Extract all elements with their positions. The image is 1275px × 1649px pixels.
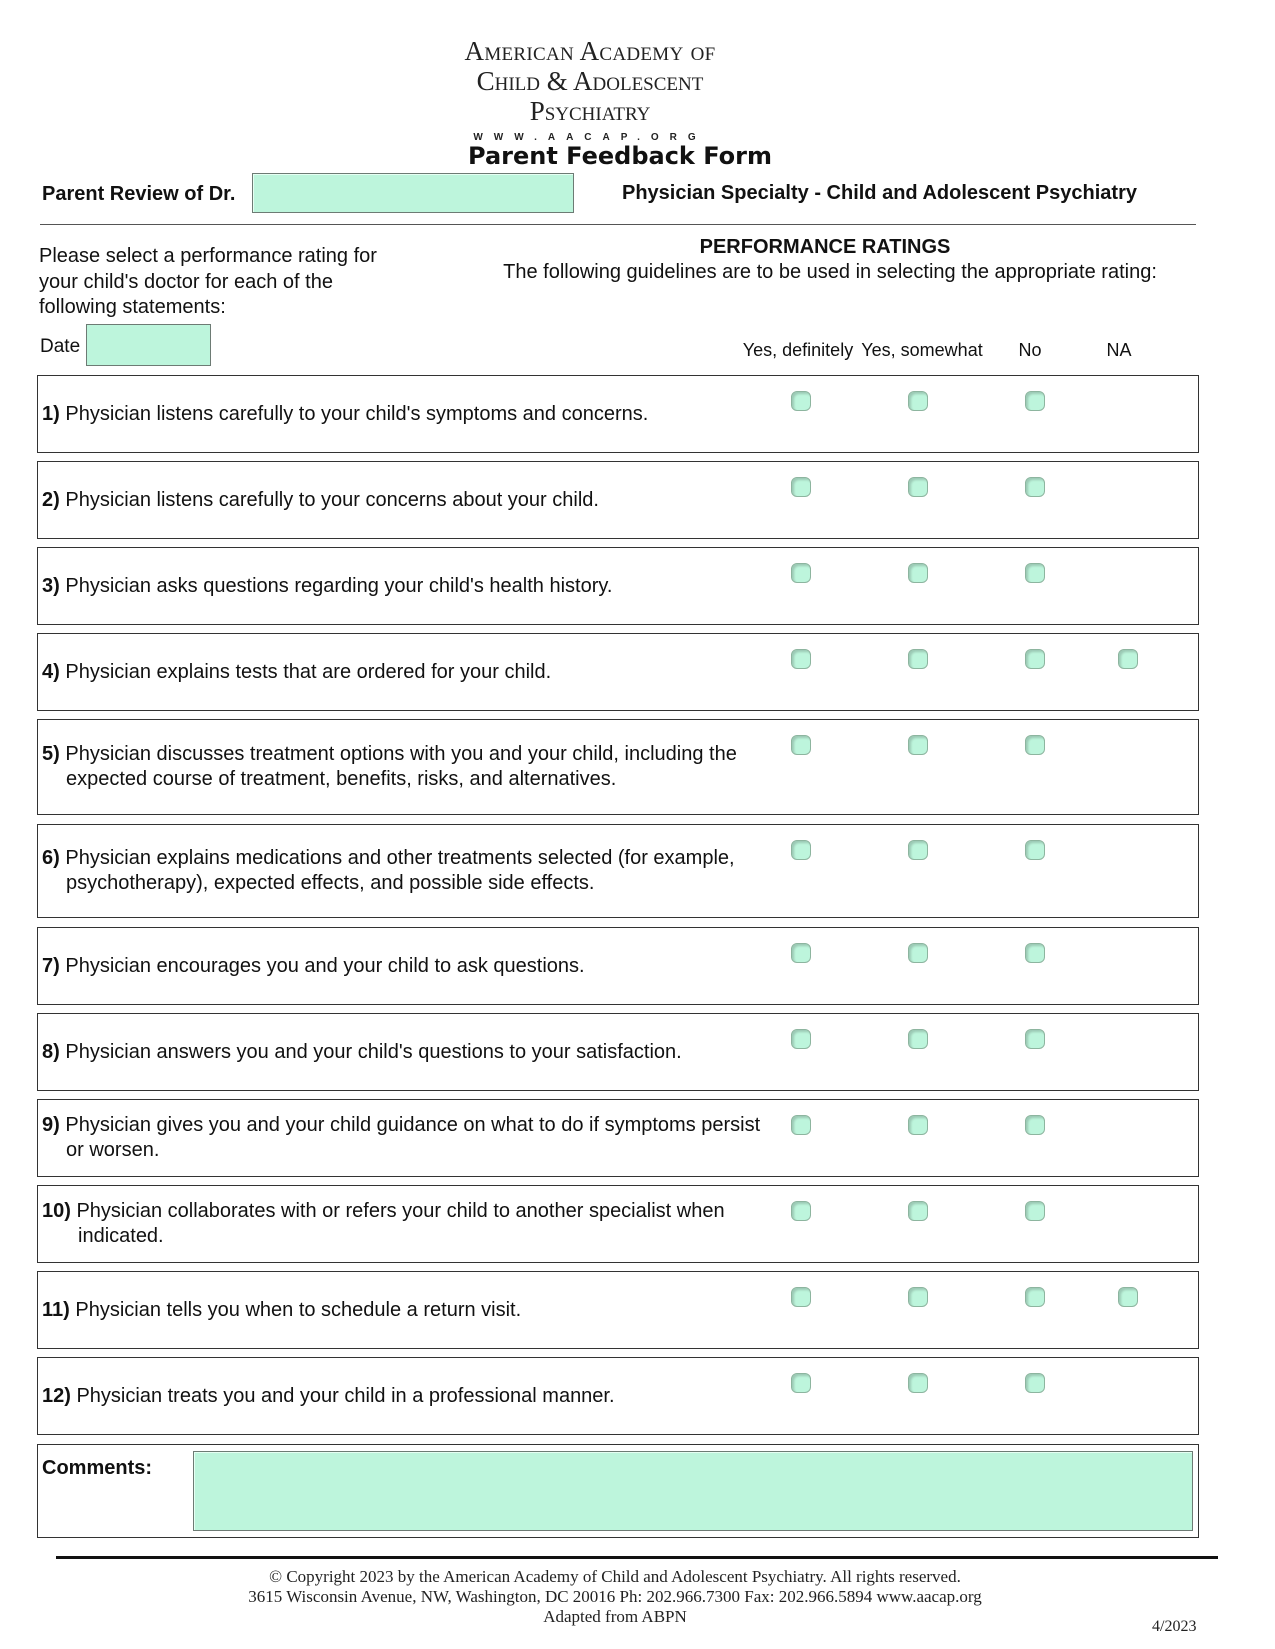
question-text	[42, 574, 812, 599]
radio-no[interactable]	[1025, 735, 1045, 755]
radio-yes-definitely[interactable]	[791, 943, 811, 963]
question-row	[37, 547, 1199, 625]
radio-yes-somewhat[interactable]	[908, 563, 928, 583]
column-header-no: No	[1018, 340, 1042, 360]
comments-label: Comments:	[42, 1457, 153, 1479]
radio-no[interactable]	[1025, 1373, 1045, 1393]
question-number: 10)	[42, 1200, 71, 1222]
question-line-1: Physician listens carefully to your concerns about your child.	[65, 489, 599, 511]
question-line-1: Physician collaborates with or refers your child to another specialist when	[76, 1200, 725, 1222]
footer-divider	[56, 1556, 1218, 1559]
question-number: 4)	[42, 661, 60, 683]
question-row	[37, 1013, 1199, 1091]
question-text	[42, 1384, 812, 1409]
question-row	[37, 633, 1199, 711]
question-row	[37, 927, 1199, 1005]
radio-na[interactable]	[1118, 1287, 1138, 1307]
question-number: 6)	[42, 847, 60, 869]
question-line-1: Physician answers you and your child's questions to your satisfaction.	[65, 1041, 682, 1063]
header-divider	[40, 224, 1196, 225]
form-title: Parent Feedback Form	[468, 142, 772, 170]
question-line-1: Physician explains medications and other treatments selected (for example,	[65, 847, 735, 869]
footer	[170, 1567, 1060, 1627]
question-number: 2)	[42, 489, 60, 511]
question-line-1: Physician discusses treatment options with you and your child, including the	[65, 743, 737, 765]
radio-yes-definitely[interactable]	[791, 1029, 811, 1049]
question-line-2: expected course of treatment, benefits, risks, and alternatives.	[66, 768, 617, 790]
question-text	[42, 1113, 812, 1163]
question-row	[37, 375, 1199, 453]
radio-no[interactable]	[1025, 649, 1045, 669]
question-text	[42, 1040, 812, 1065]
radio-no[interactable]	[1025, 1287, 1045, 1307]
question-row	[37, 1185, 1199, 1263]
question-line-1: Physician tells you when to schedule a return visit.	[75, 1299, 522, 1321]
radio-no[interactable]	[1025, 943, 1045, 963]
logo-line-3: Psychiatry	[529, 96, 651, 126]
question-text	[42, 402, 812, 427]
question-number: 9)	[42, 1114, 60, 1136]
review-label: Parent Review of Dr.	[42, 183, 236, 205]
question-text	[42, 1199, 812, 1249]
column-header-yes-definitely: Yes, definitely	[742, 340, 854, 360]
question-row	[37, 1271, 1199, 1349]
radio-no[interactable]	[1025, 1201, 1045, 1221]
question-line-1: Physician encourages you and your child to ask questions.	[65, 955, 585, 977]
question-row	[37, 824, 1199, 918]
question-line-2: psychotherapy), expected effects, and possible side effects.	[66, 872, 595, 894]
radio-no[interactable]	[1025, 840, 1045, 860]
radio-yes-definitely[interactable]	[791, 1287, 811, 1307]
question-number: 7)	[42, 955, 60, 977]
question-line-1: Physician asks questions regarding your child's health history.	[65, 575, 613, 597]
question-row	[37, 719, 1199, 815]
doctor-name-field[interactable]	[252, 173, 574, 213]
radio-yes-somewhat[interactable]	[908, 1373, 928, 1393]
question-line-1: Physician listens carefully to your child's symptoms and concerns.	[65, 403, 649, 425]
radio-no[interactable]	[1025, 563, 1045, 583]
radio-yes-somewhat[interactable]	[908, 649, 928, 669]
question-line-2: or worsen.	[66, 1139, 160, 1161]
radio-yes-definitely[interactable]	[791, 840, 811, 860]
aacap-logo	[440, 36, 740, 143]
comments-field[interactable]	[193, 1451, 1193, 1531]
radio-yes-definitely[interactable]	[791, 735, 811, 755]
question-row	[37, 461, 1199, 539]
question-row	[37, 1099, 1199, 1177]
footer-copyright: © Copyright 2023 by the American Academy of Child and Adolescent Psychiatry. All rights reserved.	[269, 1567, 961, 1586]
date-field[interactable]	[86, 324, 211, 366]
logo-url: WWW.AACAP.ORG	[473, 132, 707, 143]
question-text	[42, 660, 812, 685]
question-number: 11)	[42, 1299, 70, 1321]
radio-yes-somewhat[interactable]	[908, 1029, 928, 1049]
radio-yes-definitely[interactable]	[791, 563, 811, 583]
ratings-title: PERFORMANCE RATINGS	[699, 236, 951, 258]
radio-yes-somewhat[interactable]	[908, 840, 928, 860]
radio-yes-definitely[interactable]	[791, 477, 811, 497]
logo-line-2: Child & Adolescent	[476, 66, 704, 96]
question-number: 5)	[42, 743, 60, 765]
footer-adapted: Adapted from ABPN	[543, 1607, 687, 1626]
question-line-2: indicated.	[78, 1225, 164, 1247]
physician-specialty: Physician Specialty - Child and Adolescent Psychiatry	[622, 182, 1137, 204]
radio-yes-definitely[interactable]	[791, 391, 811, 411]
form-date: 4/2023	[1152, 1618, 1197, 1635]
comments-section	[37, 1444, 1199, 1538]
question-text	[42, 742, 812, 792]
question-text	[42, 1298, 812, 1323]
footer-address: 3615 Wisconsin Avenue, NW, Washington, DC 20016 Ph: 202.966.7300 Fax: 202.966.5894 www.aacap.org	[248, 1587, 982, 1606]
instructions-text: Please select a performance rating for your child's doctor for each of the following statements:	[39, 245, 377, 318]
question-line-1: Physician gives you and your child guidance on what to do if symptoms persist	[65, 1114, 761, 1136]
radio-no[interactable]	[1025, 477, 1045, 497]
column-header-na: NA	[1106, 340, 1132, 360]
question-line-1: Physician treats you and your child in a professional manner.	[76, 1385, 615, 1407]
radio-yes-somewhat[interactable]	[908, 1287, 928, 1307]
radio-yes-somewhat[interactable]	[908, 391, 928, 411]
radio-no[interactable]	[1025, 1029, 1045, 1049]
date-label: Date	[40, 336, 81, 357]
radio-yes-somewhat[interactable]	[908, 477, 928, 497]
column-header-yes-somewhat: Yes, somewhat	[861, 340, 983, 360]
question-text	[42, 954, 812, 979]
question-text	[42, 846, 812, 896]
radio-no[interactable]	[1025, 391, 1045, 411]
question-text	[42, 488, 812, 513]
radio-yes-somewhat[interactable]	[908, 1115, 928, 1135]
question-number: 1)	[42, 403, 60, 425]
ratings-subtitle: The following guidelines are to be used in selecting the appropriate rating:	[503, 261, 1157, 283]
radio-yes-definitely[interactable]	[791, 649, 811, 669]
radio-yes-somewhat[interactable]	[908, 735, 928, 755]
radio-no[interactable]	[1025, 1115, 1045, 1135]
question-line-1: Physician explains tests that are ordered for your child.	[65, 661, 552, 683]
radio-yes-definitely[interactable]	[791, 1115, 811, 1135]
question-number: 3)	[42, 575, 60, 597]
question-number: 8)	[42, 1041, 60, 1063]
logo-line-1: American Academy of	[464, 36, 716, 66]
radio-yes-definitely[interactable]	[791, 1201, 811, 1221]
radio-yes-somewhat[interactable]	[908, 1201, 928, 1221]
radio-yes-definitely[interactable]	[791, 1373, 811, 1393]
question-row	[37, 1357, 1199, 1435]
question-number: 12)	[42, 1385, 71, 1407]
radio-na[interactable]	[1118, 649, 1138, 669]
radio-yes-somewhat[interactable]	[908, 943, 928, 963]
